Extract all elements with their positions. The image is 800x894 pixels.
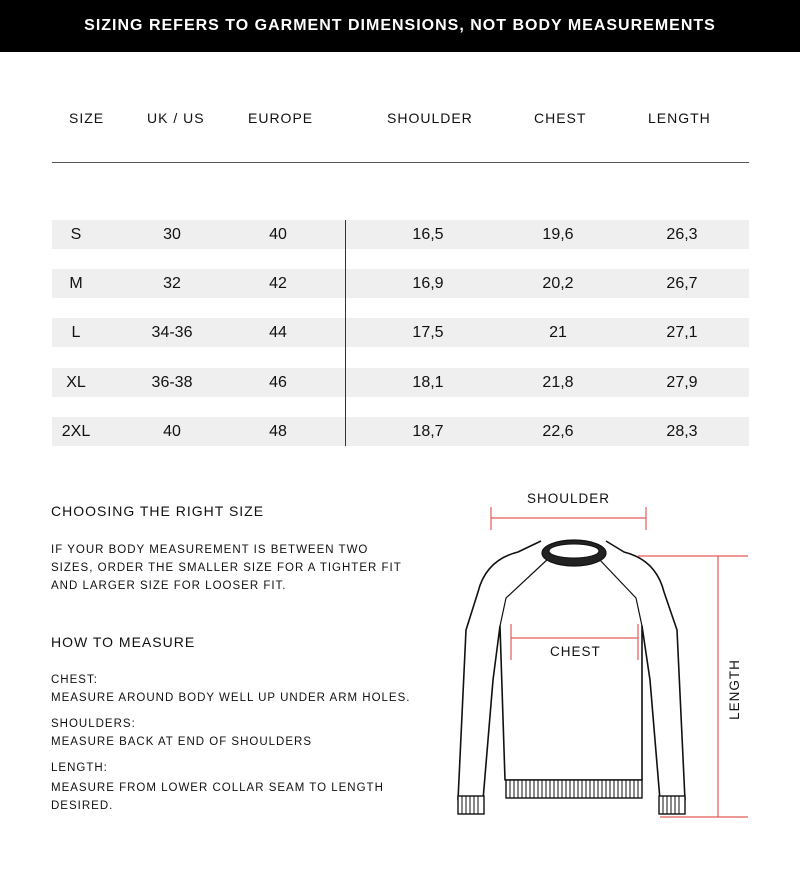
choosing-size-title: CHOOSING THE RIGHT SIZE bbox=[51, 503, 265, 519]
cell-size: M bbox=[69, 275, 83, 292]
cell-length: 28,3 bbox=[666, 423, 698, 440]
cell-shoulder: 16,5 bbox=[412, 226, 444, 243]
length-instruction-line: DESIRED. bbox=[51, 800, 114, 812]
table-row bbox=[52, 220, 749, 249]
table-row bbox=[52, 269, 749, 298]
cell-europe: 42 bbox=[269, 275, 287, 292]
sweater-icon bbox=[440, 480, 800, 840]
choosing-size-line: AND LARGER SIZE FOR LOOSER FIT. bbox=[51, 580, 287, 592]
cell-uk-us: 36-38 bbox=[151, 374, 193, 391]
cell-chest: 21,8 bbox=[542, 374, 574, 391]
cell-shoulder: 18,7 bbox=[412, 423, 444, 440]
chest-diagram-label: CHEST bbox=[550, 644, 601, 659]
cell-shoulder: 16,9 bbox=[412, 275, 444, 292]
cell-size: XL bbox=[66, 374, 86, 391]
table-row bbox=[52, 417, 749, 446]
shoulders-instruction: MEASURE BACK AT END OF SHOULDERS bbox=[51, 736, 312, 748]
length-instruction bbox=[51, 779, 431, 815]
cell-chest: 20,2 bbox=[542, 275, 574, 292]
cell-europe: 40 bbox=[269, 226, 287, 243]
cell-size: 2XL bbox=[61, 423, 91, 440]
col-header-uk-us: UK / US bbox=[147, 110, 205, 126]
measurement-diagram bbox=[440, 480, 800, 840]
length-label: LENGTH: bbox=[51, 762, 108, 774]
length-diagram-label: LENGTH bbox=[726, 659, 742, 720]
cell-chest: 22,6 bbox=[542, 423, 574, 440]
cell-uk-us: 40 bbox=[163, 423, 181, 440]
column-divider bbox=[345, 220, 346, 446]
shoulders-label: SHOULDERS: bbox=[51, 718, 136, 730]
col-header-europe: EUROPE bbox=[248, 110, 314, 126]
cell-uk-us: 30 bbox=[163, 226, 181, 243]
choosing-size-line: IF YOUR BODY MEASUREMENT IS BETWEEN TWO bbox=[51, 544, 369, 556]
cell-length: 26,3 bbox=[666, 226, 698, 243]
chest-label: CHEST: bbox=[51, 674, 98, 686]
cell-europe: 44 bbox=[269, 324, 287, 341]
cell-chest: 19,6 bbox=[542, 226, 574, 243]
how-to-measure-title: HOW TO MEASURE bbox=[51, 634, 196, 650]
cell-uk-us: 34-36 bbox=[151, 324, 193, 341]
cell-size: S bbox=[70, 226, 82, 243]
cell-shoulder: 18,1 bbox=[412, 374, 444, 391]
cell-shoulder: 17,5 bbox=[412, 324, 444, 341]
length-instruction-line: MEASURE FROM LOWER COLLAR SEAM TO LENGTH bbox=[51, 782, 384, 794]
cell-size: L bbox=[71, 324, 81, 341]
header-divider bbox=[52, 162, 749, 163]
col-header-chest: CHEST bbox=[534, 110, 587, 126]
choosing-size-line: SIZES, ORDER THE SMALLER SIZE FOR A TIGHTER FIT bbox=[51, 562, 402, 574]
col-header-size: SIZE bbox=[69, 110, 105, 126]
chest-instruction: MEASURE AROUND BODY WELL UP UNDER ARM HOLES. bbox=[51, 692, 411, 704]
choosing-size-text bbox=[51, 541, 431, 595]
col-header-length: LENGTH bbox=[648, 110, 711, 126]
shoulder-diagram-label: SHOULDER bbox=[527, 491, 611, 506]
cell-length: 27,1 bbox=[666, 324, 698, 341]
cell-europe: 48 bbox=[269, 423, 287, 440]
cell-europe: 46 bbox=[269, 374, 287, 391]
cell-length: 26,7 bbox=[666, 275, 698, 292]
cell-uk-us: 32 bbox=[163, 275, 181, 292]
shoulder-measure-line bbox=[491, 507, 646, 530]
cell-length: 27,9 bbox=[666, 374, 698, 391]
col-header-shoulder: SHOULDER bbox=[387, 110, 473, 126]
header-banner: SIZING REFERS TO GARMENT DIMENSIONS, NOT BODY MEASUREMENTS bbox=[0, 0, 800, 52]
cell-chest: 21 bbox=[549, 324, 567, 341]
